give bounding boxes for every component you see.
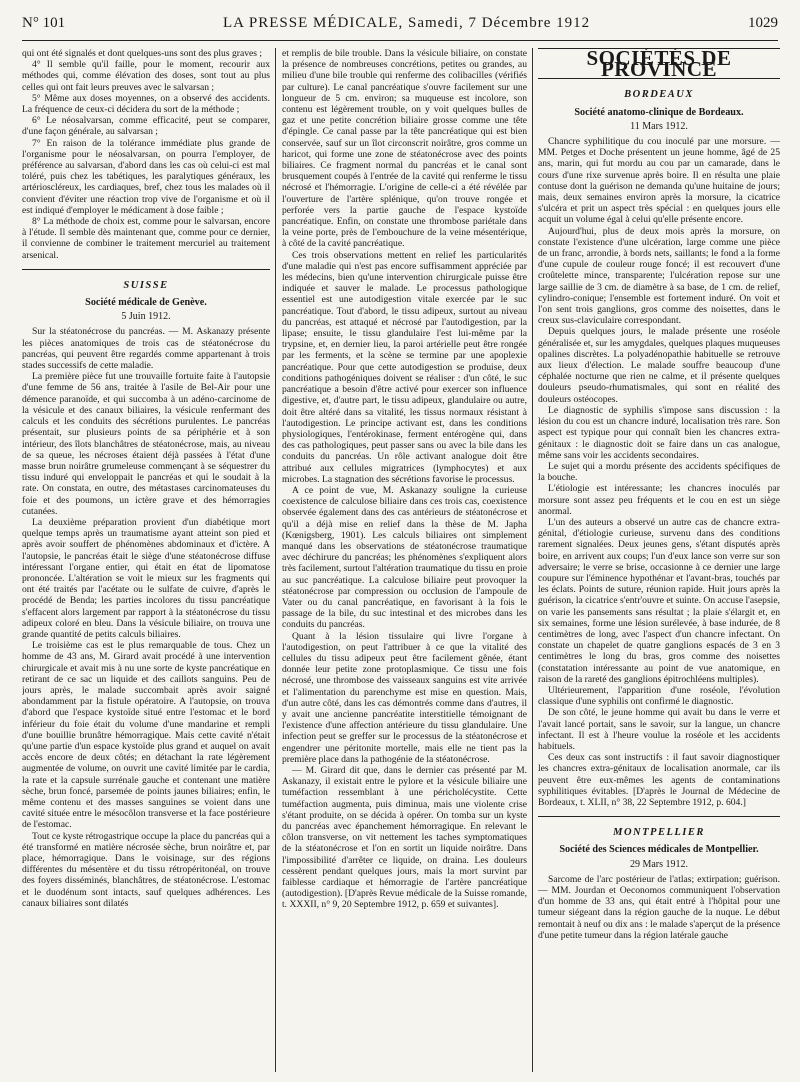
paragraph: L'un des auteurs a observé un autre cas de chancre extra-génital, d'étiologie curieuse, survenu dans des conditions rarement signalées. Deux jeunes gens, s'étant disputés après boire, en arrivent aux coups; l'un d'eux lance son verre sur son adversaire; le verre se brise, occasionne à ce dernier une large coupure sur l'éminence hypothénar et l'avant-bras, touchés par les éclats. Points de suture, réunion rapide. Huit jours après la guérison, la cicatrice s'entr'ouvre et suinte. On accuse l'asepsie, on varie les pansements sans résultat ; la plaie s'élargit et, en six semaines, forme une lésion surélevée, à base indurée, de 8 centimètres de long, avec l'aspect d'un chancre infectant. On constate un chapelet de quatre ganglions espacés de 3 en 3 centimètres le long du bras, gros comme des noisettes (constatation intéressante au point de vue anatomique, en raison de la rareté des ganglions épitrochléens multiples).: [538, 516, 780, 685]
paragraph: La deuxième préparation provient d'un diabétique mort quelque temps après un traumatisme ayant atteint son pied et après avoir souffert de phénomènes abdominaux et d'ictère. A l'autopsie, le pancréas était le siège d'une stéatonécrose diffuse intéressant l'organe entier, qui était en état de lipomatose prononcée. L'altération se voit le mieux sur les fragments qui ont été traités par l'acétate ou le sulfate de cuivre, d'après le procédé de Benda; les parties incolores du tissu pancréatique s'effacent alors largement par rapport à la stéatonécrose du tissu adipeux coloré en bleu. Dans la vésicule biliaire, on trouva une grande quantité de petits calculs biliaires.: [22, 516, 270, 640]
paragraph: Tout ce kyste rétrogastrique occupe la place du pancréas qui a été transformé en matière nécrosée sèche, brun noirâtre et, par place, hémorragique. Dans le voisinage, sur des régions différentes du mésentère et du tissu rétropéritonéal, on trouve des foyers disséminés, blanchâtres, de stéatonécrose. L'estomac et le duodénum sont intacts, sauf quelques adhérences. Les canaux biliaires sont dilatés: [22, 830, 270, 909]
paragraph: — M. Girard dit que, dans le dernier cas présenté par M. Askanazy, il existait entre le pylore et la vésicule biliaire une tuméfaction ressemblant à une péricholécystite. Cette tuméfaction augmenta, puis diminua, mais une violente crise s'étant produite, on se décida à opérer. On tomba sur un kyste du pancréas avec épanchement hémorragique. En relevant le côlon transverse, on vit nettement les taches symptomatiques de la stéatonécrose et l'on en sortit un liquide noirâtre. Dans l'impossibilité d'arrêter ce liquide, on draina. Les douleurs cessèrent pendant quelques jours, mais la mort survint par faiblesse cardiaque et hémorragie de l'artère pancréatique (autodigestion). [D'après Revue médicale de la Suisse romande, t. XXXII, n° 9, 20 Septembre 1912, p. 659 et suivantes].: [282, 765, 527, 911]
paragraph: L'étiologie est intéressante; les chancres inoculés par morsure sont assez peu fréquents et le cou en est un siège anormal.: [538, 483, 780, 517]
session-date: 29 Mars 1912.: [629, 858, 689, 870]
paragraph: La première pièce fut une trouvaille fortuite faite à l'autopsie d'une femme de 56 ans, traitée à l'asile de Bel-Air pour une démence paranoïde, et qui succomba à un adéno-carcinome de la vésicule et des canaux biliaires, la vésicule renfermant des calculs et les conduits des sécrétions purulentes. Le pancréas présentait, sur plusieurs points de sa périphérie et à son intérieur, des îlots blanchâtres de stéatonécrose, mais, au niveau de sa queue, les nécroses étaient déjà passées à l'état d'une masse brun noirâtre grumeleuse commençant à se séquestrer du tissu induré qui enveloppait le pancréas et qui le soudait à la rate. On constata, en outre, des métastases carcinomateuses du foie et des poumons, un ictère grave et des hémorragies cutanées.: [22, 371, 270, 517]
paragraph: Chancre syphilitique du cou inoculé par une morsure. — MM. Petges et Doche présentent un jeune homme, âgé de 25 ans, marin, qui fut mordu au cou par un camarade, dans le cours d'une rixe survenue après boire. Il en résulta une plaie contuse dont la guérison ne demanda qu'une huitaine de jours; mais, deux semaines environ après la morsure, la cicatrice s'ulcéra et prit un aspect très spécial : en quelques jours elle acquit un volume égal à celui qu'elle présente encore.: [538, 136, 780, 226]
paragraph: 5° Même aux doses moyennes, on a observé des accidents. La fréquence de ceux-ci décidera du sort de la méthode ;: [22, 92, 270, 116]
paragraph: Le sujet qui a mordu présente des accidents spécifiques de la bouche.: [538, 460, 780, 484]
journal-title: LA PRESSE MÉDICALE, Samedi, 7 Décembre 1912: [222, 14, 591, 31]
section-title: SOCIÉTÉS DE PROVINCE: [538, 48, 780, 79]
paragraph: 7° En raison de la tolérance immédiate plus grande de l'organisme pour le néosalvarsan, on pourra l'employer, de préférence au salvarsan, d'abord dans les cas où celui-ci est mal toléré, puis chez les tabétiques, les paralytiques généraux, les artérioscléreux, les cardiaques, bref, chez tous les malades où il convient d'éviter une réaction trop vive de l'organisme et où il est indiqué d'employer le médicament à dose faible ;: [22, 137, 270, 216]
session-date: 5 Juin 1912.: [121, 311, 171, 323]
section-heading: MONTPELLIER: [613, 827, 705, 839]
paragraph: Depuis quelques jours, le malade présente une roséole généralisée et, sur les amygdales, quelques plaques muqueuses opalines discrètes. La polyadénopathie habituelle se retrouve aux lieux d'élection. Le malade souffre beaucoup d'une céphalée nocturne que rien ne calme, et il présente quelques douleurs pseudo-rhumatismales, qui sont en réalité des douleurs ostéocopes.: [538, 326, 780, 405]
paragraph: 4° Il semble qu'il faille, pour le moment, recourir aux méthodes qui, comme élévation des doses, sont tout au plus celles qui ont fait leurs preuves avec le salvarsan ;: [22, 59, 270, 93]
header-rule: [22, 40, 778, 41]
section-rule: [538, 816, 780, 817]
column-divider: [532, 48, 533, 1072]
paragraph: Ces trois observations mettent en relief les particularités d'une maladie qui n'est pas encore suffisamment appréciée par les médecins, bien qu'une intervention chirurgicale puisse être indiquée et sauver le malade. Le processus pathologique essentiel est une autodigestion vitale exercée par le suc pancréatique. Tout d'abord, le tissu adipeux, surtout au niveau du pancréas, est attaqué et nécrosé par l'autodigestion, par la lipase; ensuite, le tissu glandulaire l'est lui-même par la trypsine, et, en dernier lieu, la paroi artérielle peut être rongée par les ferments, et la scène se termine par une apoplexie pancréatique. Pour que cette autodigestion se produise, deux conditions pathogéniques doivent se réaliser : d'un côté, le suc pancréatique a besoin d'être activé pour exercer son influence digestive, et, d'autre part, le tissu adipeux, glandulaire ou autre, doit être altéré dans sa vitalité, les tissus normaux résistant à l'autodigestion. Le principe activant est, dans les conditions physiologiques, l'entérokinase, ferment entérogène qui, dans des cas pathologiques, peut passer sans ou avec la bile dans les conduits du pancréas. Un rôle activant analogue doit être attribué aux cellules migratrices (lymphocytes) et aux microbes. La stagnation des sécrétions favorise le processus.: [282, 249, 527, 485]
column-divider: [275, 48, 276, 1072]
session-date: 11 Mars 1912.: [630, 120, 688, 132]
paragraph: Sarcome de l'arc postérieur de l'atlas; extirpation; guérison. — MM. Jourdan et Oeconomos communiquent l'observation d'un homme de 33 ans, qui était entré à l'hôpital pour une tumeur siégeant dans la région gauche de la nuque. Le début remontait à neuf ou dix ans : le malade s'aperçut de la présence d'une petite tumeur dans la région latérale gauche: [538, 873, 780, 941]
issue-number: N° 101: [22, 14, 66, 31]
paragraph: A ce point de vue, M. Askanazy souligne la curieuse coexistence de calculose biliaire dans ces trois cas, coexistence observée également dans des cas antérieurs de stéatonécrose et qu'il a déjà mise en relief dans la thèse de M. Japha (Kœnigsberg, 1901). Les calculs biliaires ont simplement manqué dans les observations de stéatonécrose traumatique avec déchirure du pancréas; les phénomènes s'expliquent alors très facilement, surtout l'altération traumatique du tissu en proie au suc pancréatique. La calculose biliaire peut provoquer la stéatonécrose par compression ou occlusion de l'ampoule de Vater ou du canal pancréatique, en favorisant à la fois le passage de la bile, du suc intestinal et des microbes dans les conduits du pancréas.: [282, 484, 527, 631]
column-1: [22, 48, 270, 1074]
society-name: Société médicale de Genève.: [85, 297, 207, 309]
page-number: 1029: [747, 14, 778, 31]
section-heading: BORDEAUX: [624, 89, 694, 101]
section-rule: [22, 269, 270, 270]
paragraph: 6° Le néosalvarsan, comme efficacité, peut se comparer, d'une façon générale, au salvarsan ;: [22, 115, 270, 138]
paragraph: Ces deux cas sont instructifs : il faut savoir diagnostiquer les chancres extra-génitaux de localisation anormale, car ils peuvent être eux-mêmes les agents de contaminations syphilitiques évitables. [D'après le Journal de Médecine de Bordeaux, t. XLII, n° 38, 22 Septembre 1912, p. 604.]: [538, 752, 780, 808]
paragraph: Le troisième cas est le plus remarquable de tous. Chez un homme de 43 ans, M. Girard avait procédé à une intervention chirurgicale et avait mis à nu une sorte de kyste pancréatique en retirant de ce sac un liquide et des caillots sanguins. Peu de jours après, le malade succombait après avoir saigné abondamment par la fistule opératoire. A l'autopsie, on trouva d'abord que l'espace kystoïde situé entre l'estomac et le bord inférieur du foie était du volume d'une mandarine et rempli d'une bouillie brunâtre hémorragique. Mais cette cavité n'était qu'une partie d'un espace kystoïde plus grand et auquel on avait accès encore de deux côtés; en détachant la rate légèrement augmentée de volume, on ouvrit une cavité limitée par le cardia, la rate et la capsule surrénale gauche et contenant une matière sèche, brun foncé, parsemée de points jaunes biliaires; enfin, le même contenu et des masses sanguines se voient dans une cavité située entre le mésocôlon transverse et la face postérieure de l'estomac.: [22, 640, 270, 831]
paragraph: 8° La méthode de choix est, comme pour le salvarsan, encore à l'étude. Il semble dès maintenant que, comme pour ce dernier, il convienne de combiner le traitement mercuriel au traitement arsenical.: [22, 216, 270, 261]
page-header: [22, 12, 778, 34]
paragraph: Sur la stéatonécrose du pancréas. — M. Askanazy présente les pièces anatomiques de trois cas de stéatonécrose du pancréas, qui peuvent être regardés comme appartenant à trois stades successifs de cette maladie.: [22, 326, 270, 372]
paragraph: Ultérieurement, l'apparition d'une roséole, l'évolution classique d'une syphilis ont confirmé le diagnostic.: [538, 684, 780, 708]
society-name: Société anatomo-clinique de Bordeaux.: [574, 106, 744, 118]
paragraph: et remplis de bile trouble. Dans la vésicule biliaire, on constate la présence de nombreuses concrétions, petites ou grandes, au milieu d'une bile trouble qui renferme des colibacilles (vérifiés par culture). Le canal pancréatique s'ouvre facilement sur une longueur de 5 cm. environ; sa muqueuse est incolore, son contenu est légèrement trouble, on y voit quelques bulles de gaz et une petite concrétion biliaire grosse comme une tête d'épingle. Ce canal passe par la tête pancréatique qui est bien conservée, sauf sur un îlot circonscrit noirâtre, gros comme un haricot, qui forme une zone de stéatonécrose avec des points biliaires. Ce fragment normal du pancréas et le canal sont brusquement coupés à l'entrée de la cavité qui renferme le tissu nécrosé et l'hémorragie. L'origine de celle-ci a été révélée par l'ouverture de l'artère splénique, qu'on trouve rongée et perforée vers la partie gauche de l'espace kystoïde pancréatique. Enfin, on constate une thrombose pariétale dans la veine porte, près de l'embouchure de la veine mésentérique, à côté de la cavité pancréatique.: [282, 48, 527, 250]
column-3: [538, 48, 780, 1074]
section-heading: SUISSE: [123, 279, 169, 291]
paragraph: De son côté, le jeune homme qui avait bu dans le verre et l'avait lancé portait, sans le savoir, sur la langue, un chancre infectant. Il est à l'heure voulue la roséole et les accidents habituels.: [538, 707, 780, 752]
paragraph: qui ont été signalés et dont quelques-uns sont des plus graves ;: [22, 48, 263, 59]
society-name: Société des Sciences médicales de Montpellier.: [559, 844, 759, 856]
paragraph: Quant à la lésion tissulaire qui livre l'organe à l'autodigestion, on peut l'attribuer à ce que la vitalité des cellules du tissu adipeux peut être facilement gênée, étant donnée leur petite zone protoplasmique. Ce tissu une fois nécrosé, une thrombose des vaisseaux sanguins est vite arrivée et l'alimentation du parenchyme est mise en question. Mais, d'un autre côté, dans les cas démontrés comme dans d'autres, il y avait une ancienne pancréatite interstitielle témoignant de l'existence d'une affection antérieure du tissu glandulaire. Une infection peut se greffer sur le processus de la stéatonécrose et engendrer une péritonite mortelle, mais elle ne tient pas la première place dans la pathogénie de la stéatonécrose.: [282, 630, 527, 765]
paragraph: Le diagnostic de syphilis s'impose sans discussion : la lésion du cou est un chancre induré, localisation très rare. Son aspect est typique pour qui connaît bien les chancres extra-génitaux : le diagnostic doit se faire dans un cas analogue, même sans voir les accidents secondaires.: [538, 404, 780, 461]
paragraph: Aujourd'hui, plus de deux mois après la morsure, on constate l'existence d'une ulcération, large comme une pièce de un franc, arrondie, à bords nets, saillants; le fond a la forme d'une cupule de couleur rouge foncé; il est recouvert d'une croûtelette mince, transparente; l'ulcération repose sur une large saillie de 3 cm. de diamètre à sa base, de 1 cm. de relief, cylindro-conique; l'ensemble est fortement induré. On voit et l'on sent trois ganglions, gros comme des noisettes, dans le creux sus-claviculaire correspondant.: [538, 225, 780, 327]
column-2: [282, 48, 527, 1074]
